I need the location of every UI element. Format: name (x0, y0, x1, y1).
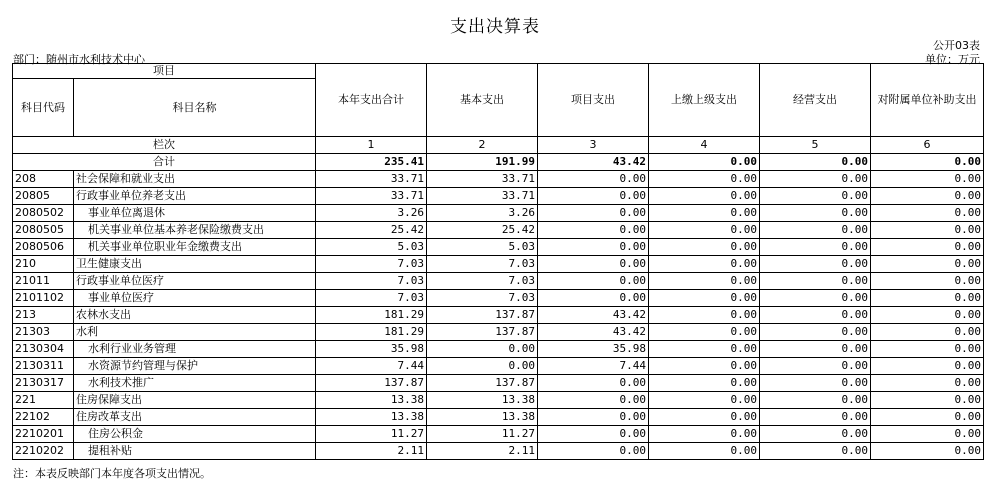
amount-cell: 33.71 (316, 188, 427, 205)
total-value: 0.00 (871, 154, 984, 171)
amount-cell: 0.00 (538, 205, 649, 222)
amount-cell: 5.03 (316, 239, 427, 256)
subject-name: 事业单位医疗 (74, 290, 316, 307)
amount-cell: 5.03 (427, 239, 538, 256)
amount-cell: 7.44 (538, 358, 649, 375)
total-value: 191.99 (427, 154, 538, 171)
amount-cell: 7.03 (316, 256, 427, 273)
subject-name: 水利 (74, 324, 316, 341)
amount-cell: 0.00 (649, 375, 760, 392)
amount-cell: 13.38 (316, 392, 427, 409)
amount-cell: 0.00 (649, 222, 760, 239)
subject-code: 22102 (13, 409, 74, 426)
amount-cell: 7.03 (427, 290, 538, 307)
table-row (13, 307, 984, 324)
amount-cell: 35.98 (538, 341, 649, 358)
total-value: 0.00 (649, 154, 760, 171)
seq-col: 2 (427, 137, 538, 154)
amount-cell: 11.27 (316, 426, 427, 443)
amount-cell: 0.00 (760, 358, 871, 375)
subject-name: 水利技术推广 (74, 375, 316, 392)
amount-cell: 3.26 (427, 205, 538, 222)
unit-label: 单位：万元 (925, 53, 980, 66)
subject-code: 21303 (13, 324, 74, 341)
amount-cell: 0.00 (538, 409, 649, 426)
amount-cell: 0.00 (760, 239, 871, 256)
amount-cell: 181.29 (316, 307, 427, 324)
amount-cell: 0.00 (871, 222, 984, 239)
amount-cell: 0.00 (538, 443, 649, 460)
amount-cell: 0.00 (760, 392, 871, 409)
amount-cell: 43.42 (538, 324, 649, 341)
table-row (13, 358, 984, 375)
amount-cell: 0.00 (649, 443, 760, 460)
table-row (13, 205, 984, 222)
amount-cell: 0.00 (871, 392, 984, 409)
table-row (13, 375, 984, 392)
seq-col: 1 (316, 137, 427, 154)
amount-cell: 0.00 (871, 273, 984, 290)
subject-code: 210 (13, 256, 74, 273)
subject-code: 2080505 (13, 222, 74, 239)
amount-cell: 0.00 (760, 324, 871, 341)
amount-cell: 0.00 (760, 290, 871, 307)
amount-cell: 181.29 (316, 324, 427, 341)
amount-cell: 0.00 (760, 171, 871, 188)
amount-cell: 0.00 (871, 256, 984, 273)
header-code: 科目代码 (13, 79, 74, 137)
amount-cell: 33.71 (316, 171, 427, 188)
amount-cell: 7.03 (316, 273, 427, 290)
subject-code: 2210201 (13, 426, 74, 443)
subject-name: 机关事业单位基本养老保险缴费支出 (74, 222, 316, 239)
amount-cell: 0.00 (649, 341, 760, 358)
header-upper: 上缴上级支出 (649, 64, 760, 137)
amount-cell: 13.38 (427, 409, 538, 426)
total-value: 43.42 (538, 154, 649, 171)
amount-cell: 33.71 (427, 188, 538, 205)
amount-cell: 0.00 (538, 171, 649, 188)
amount-cell: 0.00 (649, 290, 760, 307)
amount-cell: 0.00 (871, 358, 984, 375)
amount-cell: 0.00 (871, 443, 984, 460)
subject-name: 住房改革支出 (74, 409, 316, 426)
amount-cell: 0.00 (649, 392, 760, 409)
subject-code: 2101102 (13, 290, 74, 307)
amount-cell: 0.00 (871, 205, 984, 222)
total-value: 0.00 (760, 154, 871, 171)
header-name: 科目名称 (74, 79, 316, 137)
amount-cell: 0.00 (871, 290, 984, 307)
amount-cell: 35.98 (316, 341, 427, 358)
subject-code: 2130311 (13, 358, 74, 375)
header-basic: 基本支出 (427, 64, 538, 137)
seq-col: 5 (760, 137, 871, 154)
table-row (13, 256, 984, 273)
amount-cell: 0.00 (649, 171, 760, 188)
amount-cell: 7.03 (427, 273, 538, 290)
header-item: 项目 (13, 64, 316, 79)
subject-name: 住房保障支出 (74, 392, 316, 409)
page-title: 支出决算表 (450, 17, 540, 37)
table-row (13, 392, 984, 409)
amount-cell: 0.00 (760, 307, 871, 324)
subject-code: 20805 (13, 188, 74, 205)
total-label: 合计 (13, 154, 316, 171)
total-value: 235.41 (316, 154, 427, 171)
subject-code: 2130304 (13, 341, 74, 358)
amount-cell: 0.00 (760, 341, 871, 358)
amount-cell: 0.00 (538, 392, 649, 409)
amount-cell: 0.00 (538, 256, 649, 273)
amount-cell: 2.11 (427, 443, 538, 460)
subject-name: 提租补贴 (74, 443, 316, 460)
amount-cell: 0.00 (649, 188, 760, 205)
table-row (13, 341, 984, 358)
subject-code: 2080502 (13, 205, 74, 222)
seq-label: 栏次 (13, 137, 316, 154)
footnote: 注：本表反映部门本年度各项支出情况。 (13, 467, 211, 480)
subject-code: 21011 (13, 273, 74, 290)
amount-cell: 2.11 (316, 443, 427, 460)
subject-name: 卫生健康支出 (74, 256, 316, 273)
amount-cell: 0.00 (538, 290, 649, 307)
table-row (13, 273, 984, 290)
amount-cell: 0.00 (871, 426, 984, 443)
subject-name: 事业单位离退休 (74, 205, 316, 222)
amount-cell: 25.42 (316, 222, 427, 239)
amount-cell: 0.00 (760, 222, 871, 239)
amount-cell: 0.00 (760, 273, 871, 290)
amount-cell: 0.00 (871, 239, 984, 256)
amount-cell: 0.00 (871, 171, 984, 188)
amount-cell: 0.00 (760, 375, 871, 392)
amount-cell: 0.00 (760, 426, 871, 443)
amount-cell: 7.03 (427, 256, 538, 273)
amount-cell: 7.44 (316, 358, 427, 375)
amount-cell: 0.00 (760, 205, 871, 222)
amount-cell: 0.00 (760, 409, 871, 426)
amount-cell: 0.00 (760, 443, 871, 460)
amount-cell: 3.26 (316, 205, 427, 222)
amount-cell: 0.00 (871, 409, 984, 426)
amount-cell: 0.00 (538, 273, 649, 290)
header-total: 本年支出合计 (316, 64, 427, 137)
amount-cell: 137.87 (316, 375, 427, 392)
subject-name: 水资源节约管理与保护 (74, 358, 316, 375)
amount-cell: 0.00 (649, 239, 760, 256)
amount-cell: 137.87 (427, 375, 538, 392)
amount-cell: 0.00 (760, 256, 871, 273)
table-row (13, 188, 984, 205)
amount-cell: 137.87 (427, 307, 538, 324)
amount-cell: 0.00 (871, 324, 984, 341)
subject-name: 行政事业单位养老支出 (74, 188, 316, 205)
amount-cell: 137.87 (427, 324, 538, 341)
subject-name: 住房公积金 (74, 426, 316, 443)
expenditure-table (12, 63, 984, 460)
subject-name: 水利行业业务管理 (74, 341, 316, 358)
amount-cell: 0.00 (871, 375, 984, 392)
header-project: 项目支出 (538, 64, 649, 137)
amount-cell: 0.00 (538, 426, 649, 443)
amount-cell: 0.00 (538, 222, 649, 239)
amount-cell: 13.38 (316, 409, 427, 426)
form-number: 公开03表 (933, 39, 980, 52)
table-row (13, 171, 984, 188)
header-subsidy: 对附属单位补助支出 (871, 64, 984, 137)
table-row (13, 426, 984, 443)
subject-code: 2080506 (13, 239, 74, 256)
total-row (13, 154, 984, 171)
subject-name: 农林水支出 (74, 307, 316, 324)
table-row (13, 290, 984, 307)
amount-cell: 0.00 (538, 375, 649, 392)
amount-cell: 33.71 (427, 171, 538, 188)
amount-cell: 0.00 (649, 409, 760, 426)
subject-name: 机关事业单位职业年金缴费支出 (74, 239, 316, 256)
subject-code: 221 (13, 392, 74, 409)
amount-cell: 0.00 (649, 358, 760, 375)
subject-code: 213 (13, 307, 74, 324)
amount-cell: 0.00 (871, 341, 984, 358)
table-row (13, 443, 984, 460)
amount-cell: 13.38 (427, 392, 538, 409)
amount-cell: 11.27 (427, 426, 538, 443)
amount-cell: 0.00 (871, 188, 984, 205)
table-row (13, 324, 984, 341)
amount-cell: 0.00 (427, 341, 538, 358)
subject-code: 2210202 (13, 443, 74, 460)
amount-cell: 0.00 (427, 358, 538, 375)
amount-cell: 0.00 (649, 307, 760, 324)
amount-cell: 0.00 (538, 239, 649, 256)
amount-cell: 25.42 (427, 222, 538, 239)
seq-col: 3 (538, 137, 649, 154)
subject-code: 2130317 (13, 375, 74, 392)
amount-cell: 0.00 (649, 426, 760, 443)
amount-cell: 0.00 (649, 273, 760, 290)
amount-cell: 0.00 (649, 256, 760, 273)
table-row (13, 409, 984, 426)
amount-cell: 0.00 (871, 307, 984, 324)
amount-cell: 0.00 (760, 188, 871, 205)
department-label: 部门：随州市水利技术中心 (13, 53, 145, 66)
table-row (13, 239, 984, 256)
table-row (13, 222, 984, 239)
amount-cell: 0.00 (538, 188, 649, 205)
seq-col: 4 (649, 137, 760, 154)
amount-cell: 7.03 (316, 290, 427, 307)
subject-name: 社会保障和就业支出 (74, 171, 316, 188)
header-operating: 经营支出 (760, 64, 871, 137)
subject-code: 208 (13, 171, 74, 188)
amount-cell: 43.42 (538, 307, 649, 324)
subject-name: 行政事业单位医疗 (74, 273, 316, 290)
amount-cell: 0.00 (649, 324, 760, 341)
amount-cell: 0.00 (649, 205, 760, 222)
seq-col: 6 (871, 137, 984, 154)
